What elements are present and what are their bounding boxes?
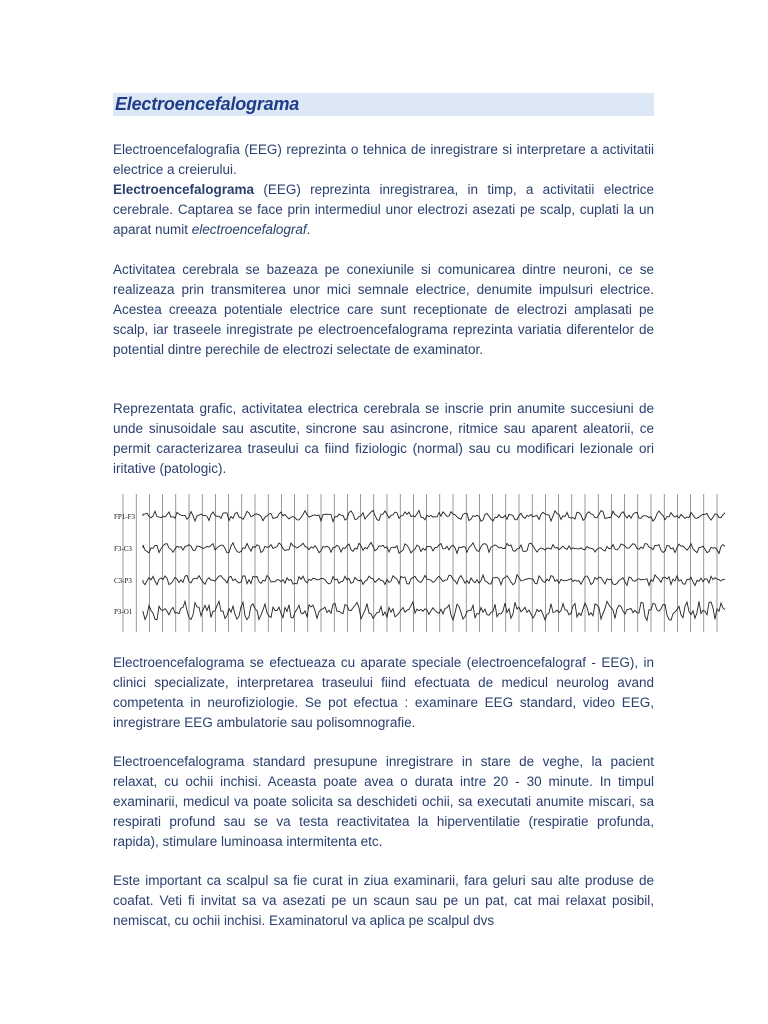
eeg-channel-label: P3-O1 (114, 608, 133, 616)
paragraph-graphic: Reprezentata grafic, activitatea electrica cerebrala se inscrie prin anumite succesiuni de unde sinusoidale sau ascutite, sincrone sau asincrone, ritmice sau aparent aleatorii, ce permit caracterizarea traseului ca fiind fiziologic (normal) sau cu modificari lezionale ori iritative (patologic). (113, 401, 654, 476)
eeg-channel-label: C3-P3 (114, 577, 132, 585)
eeg-trace-image (113, 494, 725, 632)
eeg-channel-label: F3-C3 (114, 545, 132, 553)
title-bar (113, 93, 654, 116)
intro-text-a: Electroencefalografia (EEG) reprezinta o tehnica de inregistrare si interpretare a activitatii electrice a creierului. (113, 142, 654, 177)
paragraph-neurons: Activitatea cerebrala se bazeaza pe conexiunile si comunicarea dintre neuroni, ce se realizeaza prin transmiterea unor mici semnale electrice, denumite impulsuri electrice. Acestea creeaza potentiale electrice care sunt receptionate de electrozi amplasati pe scalp, iar traseele inregistrate pe electroencefalograma reprezinta variatia diferentelor de potential dintre perechile de electrozi selectate de examinator. (113, 262, 654, 357)
paragraph-equipment: Electroencefalograma se efectueaza cu aparate speciale (electroencefalograf - EEG), in clinici specializate, interpretarea traseului fiind efectuata de medicul neurolog avand competenta in neurofiziologie. Se pot efectua : examinare EEG standard, video EEG, inregistrare EEG ambulatorie sau polisomnografie. (113, 655, 654, 730)
intro-text-e: . (306, 222, 311, 237)
paragraph-preparation: Este important ca scalpul sa fie curat in ziua examinarii, fara geluri sau alte produse de coafat. Veti fi invitat sa va asezati pe un scaun sau pe un pat, cat mai relaxat posibil, nemiscat, cu ochii inchisi. Examinatorul va aplica pe scalpul dvs (113, 873, 654, 928)
paragraph-standard-eeg: Electroencefalograma standard presupune inregistrare in stare de veghe, la pacient relaxat, cu ochii inchisi. Aceasta poate avea o durata intre 20 - 30 minute. In timpul examinarii, medicul va poate solicita sa deschideti ochii, sa executati anumite miscari, sa respirati profund sau se va testa reactivitatea la hiperventilatie (respiratie profunda, rapida), stimulare luminoasa intermitenta etc. (113, 754, 654, 849)
page-title: Electroencefalograma (115, 94, 300, 114)
eeg-channel-label: FP1-F3 (114, 513, 136, 521)
intro-bold-term: Electroencefalograma (113, 182, 255, 197)
intro-italic-term: electroencefalograf (191, 222, 307, 237)
intro-text-c: (EEG) reprezinta inregistrarea, in timp, a activitatii electrice cerebrale. Captarea se face prin intermediul unor electrozi asezati pe scalp, cuplati la un aparat numit (113, 182, 654, 237)
paragraph-intro (113, 140, 654, 240)
